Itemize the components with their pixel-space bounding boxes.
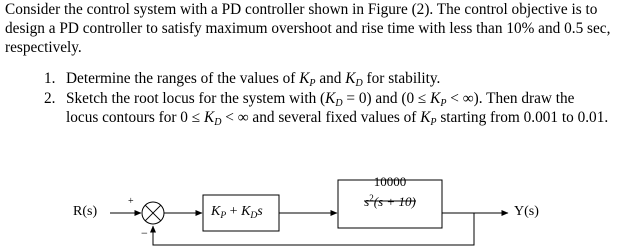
minus-sign: − [141,226,148,240]
intro-line-3: respectively. [5,39,82,56]
intro-line-2: design a PD controller to satisfy maximum overshoot and rise time with less than 10% and 0.5 sec, [5,20,611,37]
intro-line-1: Consider the control system with a PD controller shown in Figure (2). The control objective is to [5,1,598,18]
block-diagram [0,160,642,249]
plus-sign: + [128,196,134,207]
plant-denominator: $s^2(s + 10)$ [364,193,416,209]
task-2-line-2: locus contours for $0 \le K_D$ < ∞ and several fixed values of $K_P$ starting from 0.001 to 0.01. [66,109,609,128]
task-2 [44,89,639,127]
summing-junction [142,202,164,224]
input-label: R(s) [73,204,98,219]
plant-numerator: 10000 [373,174,407,189]
task-1-line: Determine the ranges of the values of $K_P$ and $K_D$ for stability. [66,70,441,89]
task-1 [44,69,639,88]
problem-statement [5,0,639,57]
output-label: Y(s) [514,204,539,219]
task-number: 2. [44,90,56,107]
task-2-line-1: Sketch the root locus for the system with $(K_D = 0)$ and ($0 \le K_P$ < ∞). Then draw the [66,90,575,109]
controller-transfer-function: $K_P + K_Ds$ [211,204,263,221]
task-number: 1. [44,70,56,87]
task-list [44,69,639,128]
